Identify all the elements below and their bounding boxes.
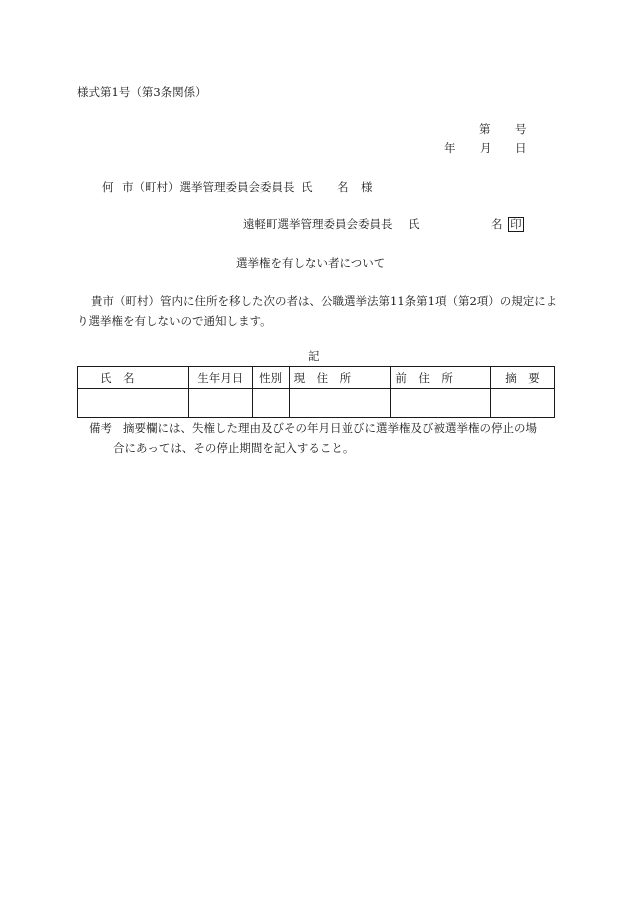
header-name [78,367,189,389]
notes-line-2: 合にあっては、その停止期間を記入すること。 [113,441,355,455]
sender-mei: 名 [491,217,503,231]
cell-remarks [491,389,555,418]
header-current-address: 現 住 所 [289,367,391,389]
date-day: 日 [515,141,527,155]
cell-gender [252,389,289,418]
cell-birthdate [188,389,252,418]
cell-name [78,389,189,418]
addressee-committee: 市（町村）選挙管理委員会委員長 [122,180,295,194]
header-remarks: 摘 要 [491,367,555,389]
doc-number-go: 号 [515,122,527,136]
date-year: 年 [444,141,456,155]
form-id: 様式第1号（第3条関係） [77,85,207,99]
notes-label: 備考 [89,421,112,435]
addressee-nani: 何 [102,180,114,194]
addressee-mei: 名 [337,180,349,194]
doc-number-dai: 第 [479,122,491,136]
body-line-2: り選挙権を有しないので通知します。 [77,314,272,328]
table-header-row [78,367,555,389]
subject-title: 選挙権を有しない者について [236,256,386,270]
body-line-1: 貴市（町村）管内に住所を移した次の者は、公職選挙法第11条第1項（第2項）の規定によ [91,294,558,308]
addressee-sama: 様 [361,180,373,194]
sender-name-and-stamp [491,216,524,232]
header-previous-address: 前 住 所 [391,367,491,389]
addressee-shi: 氏 [301,180,313,194]
date-month: 月 [480,141,492,155]
records-table [77,366,555,418]
sender-committee: 遠軽町選挙管理委員会委員長 [243,217,393,231]
sender-shi: 氏 [408,217,420,231]
table-row [78,389,555,418]
cell-current-address [289,389,391,418]
seal-stamp-box: 印 [510,217,522,231]
header-birthdate: 生年月日 [188,367,252,389]
ki-label: 記 [308,349,320,363]
header-name-text: 氏 名 [100,370,135,385]
notes-line-1: 摘要欄には、失権した理由及びその年月日並びに選挙権及び被選挙権の停止の場 [123,421,537,435]
header-gender: 性別 [252,367,289,389]
cell-previous-address [391,389,491,418]
